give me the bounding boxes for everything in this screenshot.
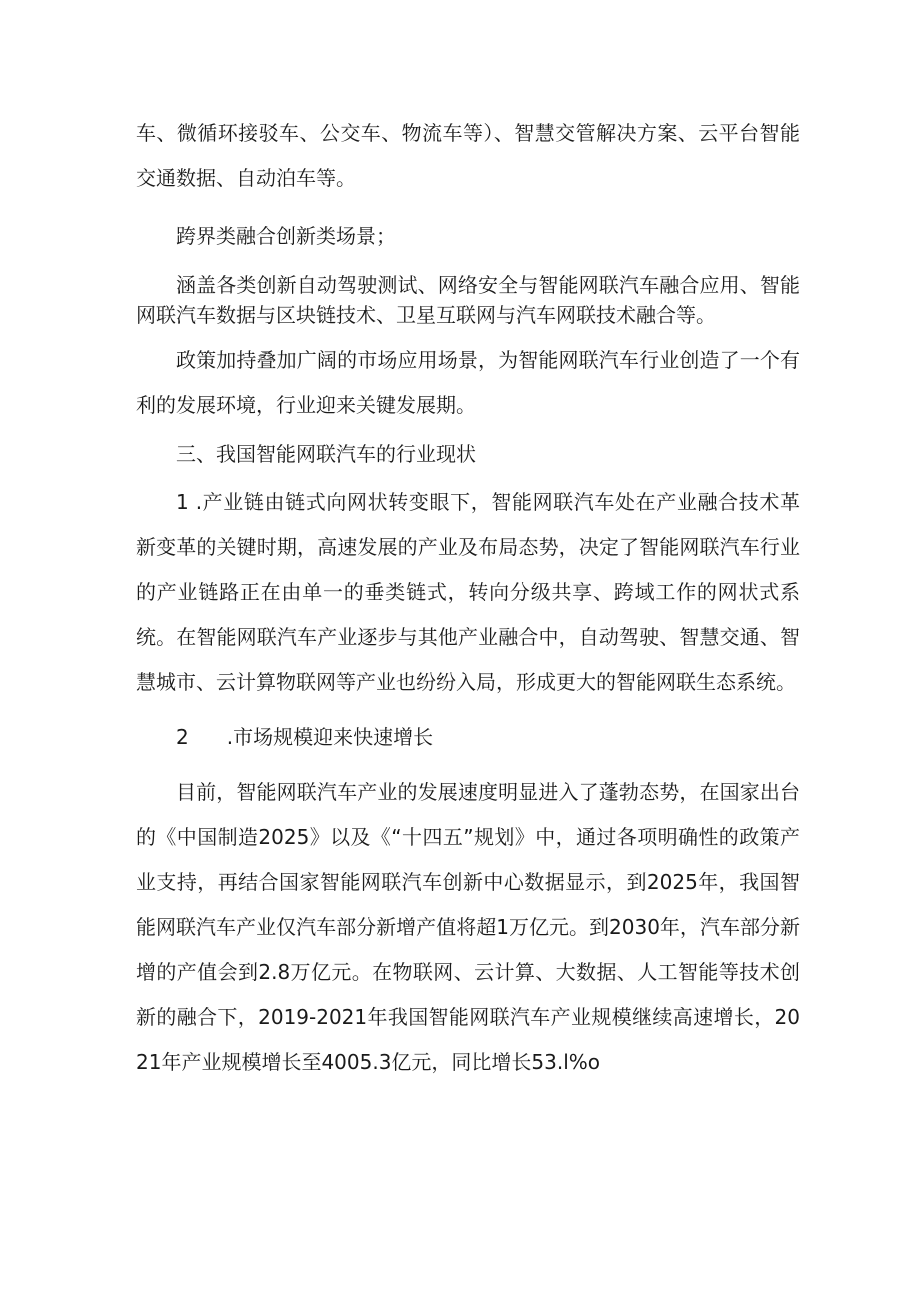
- paragraph-cross-border-heading: 跨界类融合创新类场景；: [176, 224, 396, 248]
- paragraph-policy: 政策加持叠加广阔的市场应用场景，为智能网联汽车行业创造了一个有利的发展环境，行业迎来关键发展期。: [136, 348, 800, 417]
- subheading-text: .市场规模迎来快速增长: [226, 725, 434, 749]
- section-heading-industry-status: 三、我国智能网联汽车的行业现状: [176, 442, 476, 466]
- paragraph-cross-border-content: 涵盖各类创新自动驾驶测试、网络安全与智能网联汽车融合应用、智能网联汽车数据与区块链技术、卫星互联网与汽车网联技术融合等。: [136, 273, 800, 327]
- paragraph-scenarios-continued: 车、微循环接驳车、公交车、物流车等）、智慧交管解决方案、云平台智能交通数据、自动泊车等。: [136, 121, 800, 190]
- paragraph-market-scale: 目前，智能网联汽车产业的发展速度明显进入了蓬勃态势，在国家出台的《中国制造2025》以及《“十四五”规划》中，通过各项明确性的政策产业支持，再结合国家智能网联汽车创新中心数据显示，到2025年，我国智能网联汽车产业仅汽车部分新增产值将超1万亿元。到2030年，汽车部分新增的产值会到2.8万亿元。在物联网、云计算、大数据、人工智能等技术创新的融合下，2019-2021年我国智能网联汽车产业规模继续高速增长，2021年产业规模增长至4005.3亿元，同比增长53.l%o: [136, 780, 800, 1074]
- subheading-market-scale: [136, 715, 800, 760]
- paragraph-industry-chain: 1 .产业链由链式向网状转变眼下，智能网联汽车处在产业融合技术革新变革的关键时期，高速发展的产业及布局态势，决定了智能网联汽车行业的产业链路正在由单一的垂类链式，转向分级共享、跨域工作的网状式系统。在智能网联汽车产业逐步与其他产业融合中，自动驾驶、智慧交通、智慧城市、云计算物联网等产业也纷纷入局，形成更大的智能网联生态系统。: [136, 490, 800, 694]
- subheading-number: 2: [176, 725, 189, 749]
